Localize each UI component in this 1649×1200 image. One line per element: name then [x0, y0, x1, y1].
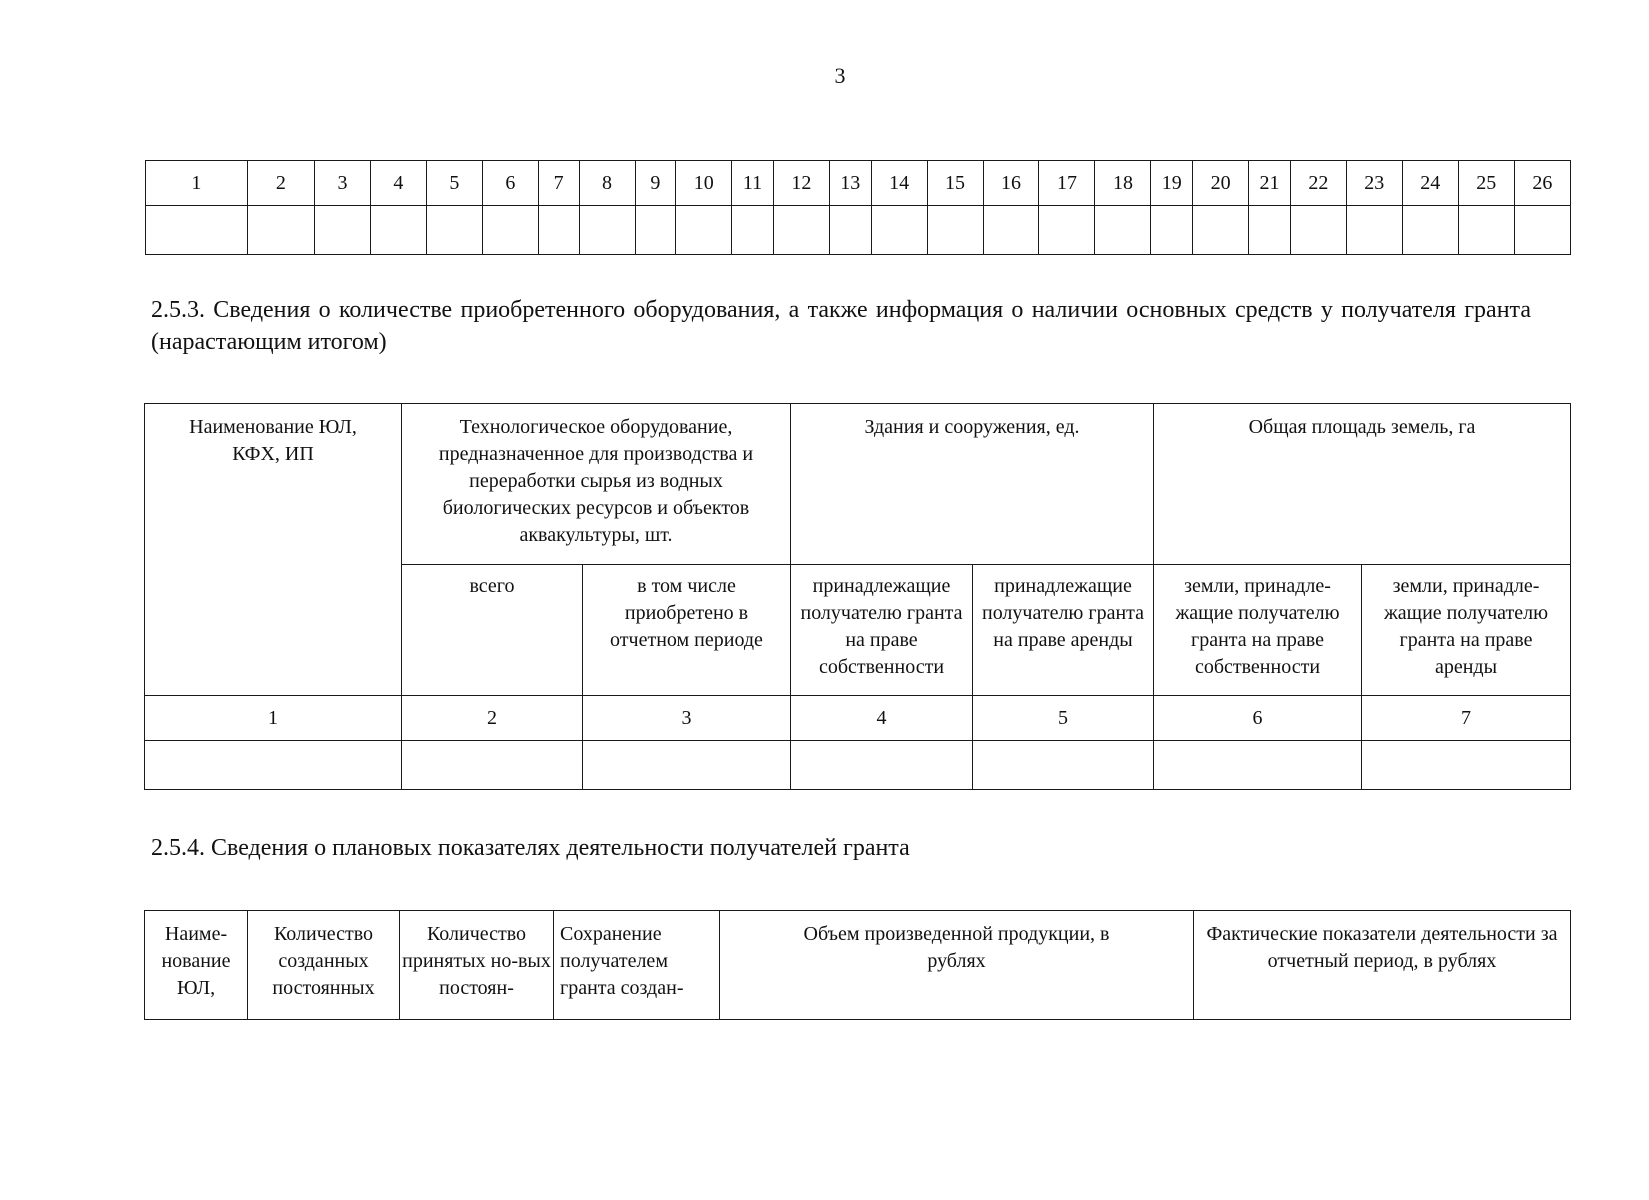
column-number-cell: 14 [871, 161, 927, 206]
table-row [145, 696, 1571, 741]
empty-cell [732, 206, 774, 255]
header-total: всего [402, 565, 583, 696]
column-number-cell: 4 [370, 161, 426, 206]
column-number-cell: 5 [973, 696, 1154, 741]
column-number-cell: 6 [482, 161, 538, 206]
empty-cell [145, 741, 402, 790]
empty-cell [583, 741, 791, 790]
column-number-cell: 23 [1346, 161, 1402, 206]
empty-cell [579, 206, 635, 255]
column-number-cell: 15 [927, 161, 983, 206]
empty-cell [314, 206, 370, 255]
column-number-cell: 3 [314, 161, 370, 206]
header-land-area: Общая площадь земель, га [1154, 404, 1571, 565]
empty-cell [538, 206, 579, 255]
column-number-cell: 9 [635, 161, 676, 206]
column-number-cell: 3 [583, 696, 791, 741]
column-number-cell: 7 [538, 161, 579, 206]
column-number-cell: 6 [1154, 696, 1362, 741]
header-name: Наименование ЮЛ, КФХ, ИП [145, 404, 402, 696]
empty-cell [1193, 206, 1249, 255]
empty-cell [676, 206, 732, 255]
empty-cell [1514, 206, 1570, 255]
column-numbers-table [145, 160, 1571, 255]
header-tech-equipment: Технологическое оборудование, предназначенное для производства и переработки сырья из водных биологических ресурсов и объектов аквакультуры, шт. [402, 404, 791, 565]
column-number-cell: 8 [579, 161, 635, 206]
empty-cell [927, 206, 983, 255]
table-row [145, 741, 1571, 790]
column-number-cell: 18 [1095, 161, 1151, 206]
empty-cell [1249, 206, 1291, 255]
empty-cell [1151, 206, 1193, 255]
header-created-jobs: Количество созданных постоянных [248, 911, 400, 1020]
empty-cell [983, 206, 1039, 255]
fixed-assets-table [144, 403, 1571, 790]
empty-cell [1458, 206, 1514, 255]
empty-cell [146, 206, 248, 255]
table-header-row [145, 911, 1571, 1020]
empty-cell [635, 206, 676, 255]
empty-cell [1290, 206, 1346, 255]
column-number-cell: 10 [676, 161, 732, 206]
column-number-cell: 1 [146, 161, 248, 206]
header-production-volume: Объем произведенной продукции, в рублях [720, 911, 1194, 1020]
empty-cell [773, 206, 829, 255]
column-number-cell: 2 [247, 161, 314, 206]
header-rented-land: земли, принадле-жащие получателю гранта на праве аренды [1362, 565, 1571, 696]
column-number-cell: 26 [1514, 161, 1570, 206]
column-number-cell: 24 [1402, 161, 1458, 206]
column-number-cell: 1 [145, 696, 402, 741]
empty-cell [1362, 741, 1571, 790]
column-number-cell: 21 [1249, 161, 1291, 206]
table-row [146, 161, 1571, 206]
empty-cell [426, 206, 482, 255]
header-actual-indicators: Фактические показатели деятельности за отчетный период, в рублях [1194, 911, 1571, 1020]
empty-cell [829, 206, 871, 255]
empty-cell [370, 206, 426, 255]
column-number-cell: 2 [402, 696, 583, 741]
header-acquired: в том числе приобретено в отчетном периоде [583, 565, 791, 696]
column-number-cell: 20 [1193, 161, 1249, 206]
table-header-row [145, 404, 1571, 565]
table-row [146, 206, 1571, 255]
header-rented-buildings: принадлежащие получателю гранта на праве аренды [973, 565, 1154, 696]
column-number-cell: 5 [426, 161, 482, 206]
column-number-cell: 12 [773, 161, 829, 206]
empty-cell [402, 741, 583, 790]
empty-cell [482, 206, 538, 255]
empty-cell [1402, 206, 1458, 255]
empty-cell [1154, 741, 1362, 790]
empty-cell [1346, 206, 1402, 255]
column-number-cell: 25 [1458, 161, 1514, 206]
header-own-buildings: принадлежащие получателю гранта на праве собственности [791, 565, 973, 696]
column-number-cell: 11 [732, 161, 774, 206]
column-number-cell: 4 [791, 696, 973, 741]
column-number-cell: 19 [1151, 161, 1193, 206]
page-number: 3 [834, 63, 846, 88]
empty-cell [247, 206, 314, 255]
section-heading-2-5-4: 2.5.4. Сведения о плановых показателях деятельности получателей гранта [151, 835, 910, 861]
column-number-cell: 22 [1290, 161, 1346, 206]
section-heading-2-5-3: 2.5.3. Сведения о количестве приобретенного оборудования, а также информация о наличии основных средств у получателя гранта (нарастающим итогом) [151, 297, 1531, 355]
column-number-cell: 16 [983, 161, 1039, 206]
empty-cell [791, 741, 973, 790]
column-number-cell: 7 [1362, 696, 1571, 741]
header-hired-jobs: Количество принятых но-вых постоян- [400, 911, 554, 1020]
planned-indicators-table [144, 910, 1571, 1020]
header-name: Наиме-нование ЮЛ, [145, 911, 248, 1020]
empty-cell [871, 206, 927, 255]
header-own-land: земли, принадле-жащие получателю гранта на праве собственности [1154, 565, 1362, 696]
empty-cell [1095, 206, 1151, 255]
empty-cell [1039, 206, 1095, 255]
column-number-cell: 17 [1039, 161, 1095, 206]
empty-cell [973, 741, 1154, 790]
column-number-cell: 13 [829, 161, 871, 206]
header-retention: Сохранение получателем гранта создан- [554, 911, 720, 1020]
header-buildings: Здания и сооружения, ед. [791, 404, 1154, 565]
